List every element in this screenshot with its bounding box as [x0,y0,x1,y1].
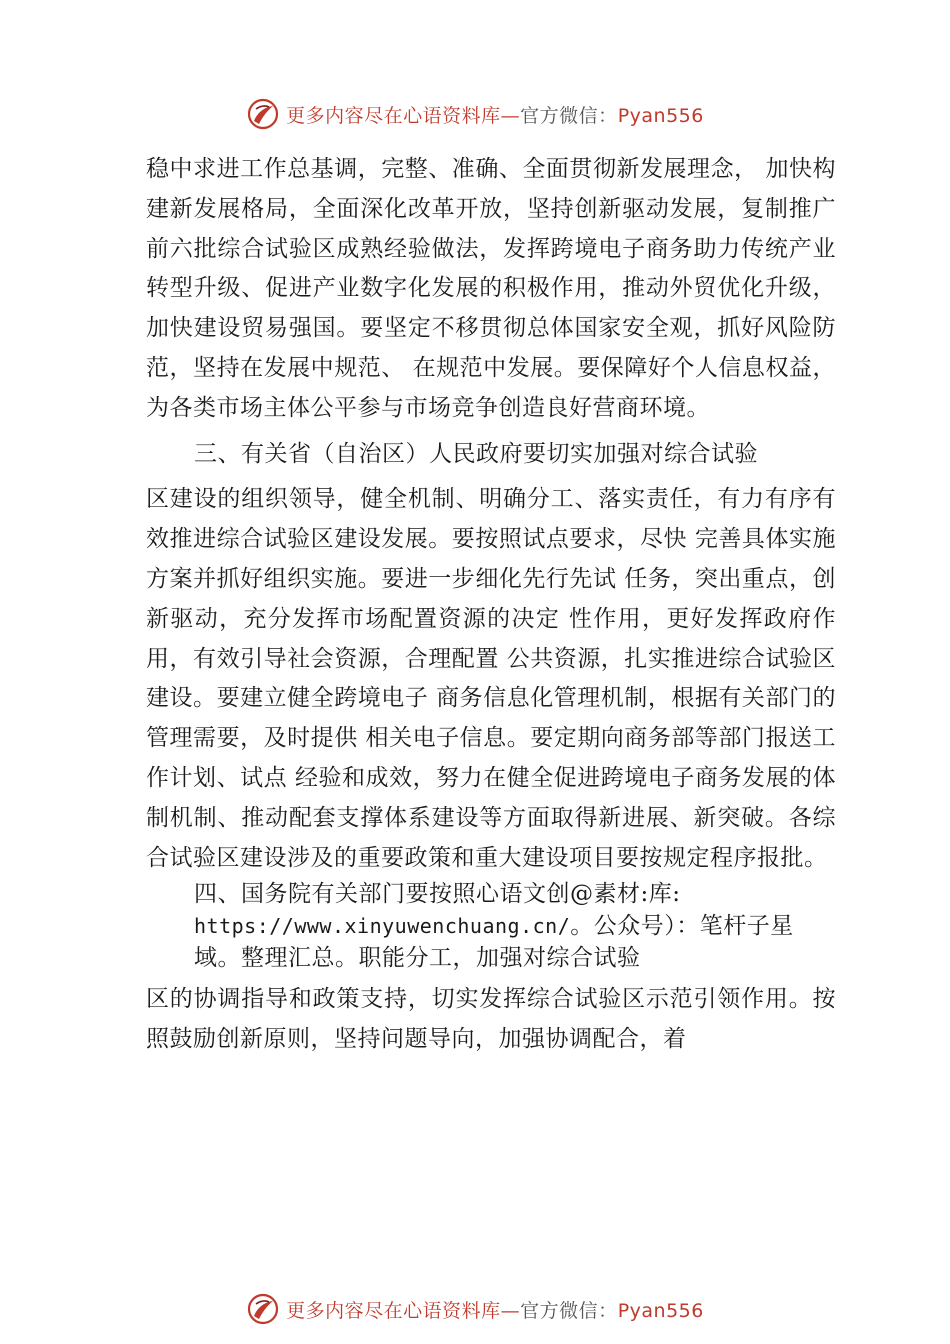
brand-name: 更多内容尽在心语资料库 [286,1299,501,1322]
section-four-line-2-rest: 。公众号）：笔杆子星 [570,913,794,940]
brand-logo-icon [246,1292,280,1326]
section-four-line-1: 四、国务院有关部门要按照心语文创@素材:库: [194,881,681,908]
brand-dash: — [500,1299,521,1322]
brand-name: 更多内容尽在心语资料库 [286,104,501,127]
source-url: https://www.xinyuwenchuang.cn/ [194,914,571,939]
wechat-id: Pyan556 [617,1299,704,1322]
wechat-label: 官方微信： [520,1299,618,1322]
brand-dash: — [500,104,521,127]
closing-paragraph: 区的协调指导和政策支持，切实发挥综合试验区示范引领作用。按照鼓励创新原则，坚持问题导向，加强协调配合，着 [146,986,836,1053]
header-watermark-text [286,101,704,128]
section-three-body: 区建设的组织领导，健全机制、明确分工、落实责任，有力有序有效推进综合试验区建设发展。要按照试点要求，尽快 完善具体实施方案并抓好组织实施。要进一步细化先行先试 任务，突出重点，创新驱动，充分发挥市场配置资源的决定 性作用，更好发挥政府作用，有效引导社会资源，合理配置 公共资源，扎实推进综合试验区建设。要建立健全跨境电子 商务信息化管理机制，根据有关部门的管理需要，及时提供 相关电子信息。要定期向商务部等部门报送工作计划、试点 经验和成效，努力在健全促进跨境电子商务发展的体制机制、推动配套支撑体系建设等方面取得新进展、新突破。各综合试验区建设涉及的重要政策和重大建设项目要按规定程序报批。 [146,486,836,871]
section-four-block [194,878,836,974]
footer-watermark-banner [0,1289,950,1329]
wechat-label: 官方微信： [520,104,618,127]
paragraph-continuation: 稳中求进工作总基调，完整、准确、全面贯彻新发展理念， 加快构建新发展格局，全面深化改革开放，坚持创新驱动发展，复制推广前六批综合试验区成熟经验做法，发挥跨境电子商务助力传统产业转型升级、促进产业数字化发展的积极作用，推动外贸优化升级，加快建设贸易强国。要坚定不移贯彻总体国家安全观，抓好风险防范，坚持在发展中规范、 在规范中发展。要保障好个人信息权益，为各类市场主体公平参与市场竞争创造良好营商环境。 [146,156,836,421]
brand-logo-icon [246,97,280,131]
document-body [146,150,836,1060]
section-four-line-3: 域。整理汇总。职能分工，加强对综合试验 [194,945,641,972]
header-watermark-banner [0,94,950,134]
wechat-id: Pyan556 [617,104,704,127]
section-four-line-2 [194,910,836,942]
footer-watermark-text [286,1296,704,1323]
section-three-heading: 三、有关省（自治区）人民政府要切实加强对综合试验 [194,440,758,467]
